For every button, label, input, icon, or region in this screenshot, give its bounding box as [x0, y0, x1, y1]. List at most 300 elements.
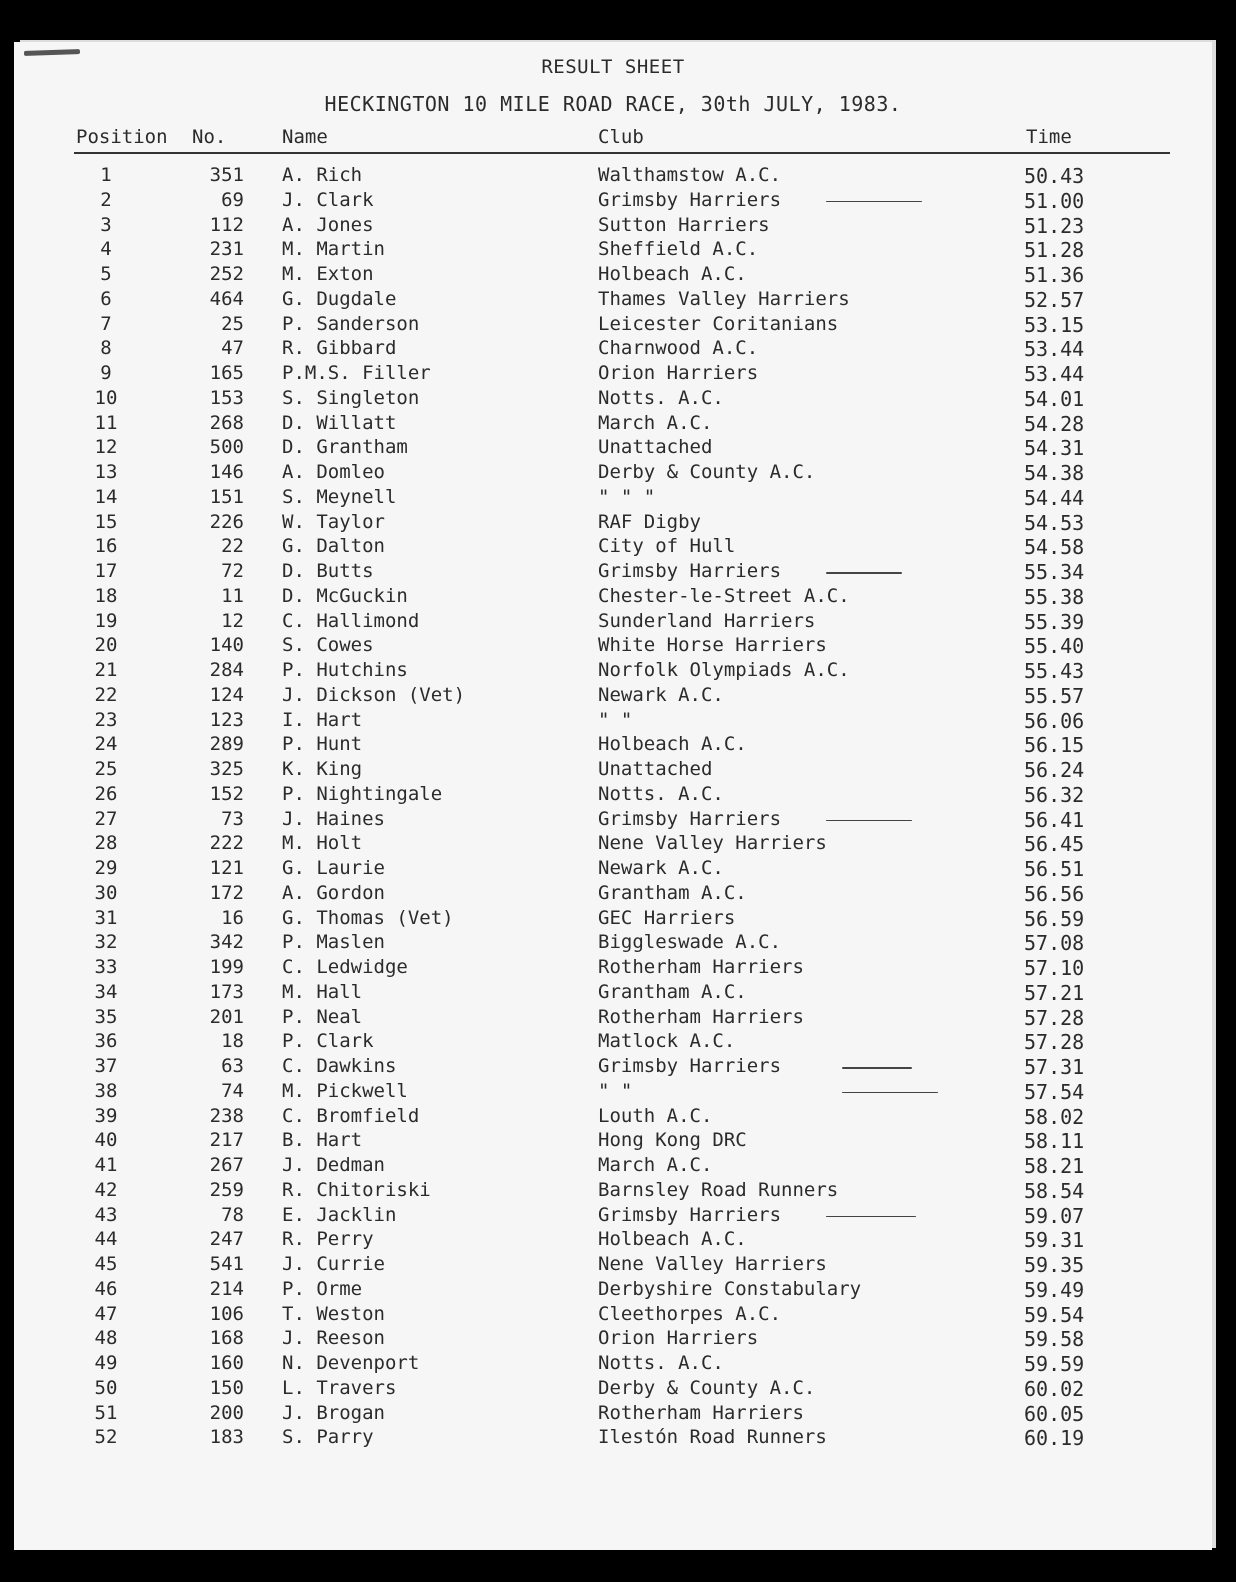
table-row	[14, 808, 1212, 832]
number-cell: 22	[221, 535, 244, 558]
time-cell: 54.53	[1024, 510, 1085, 535]
club-cell: Derby & County A.C.	[598, 461, 816, 483]
number-cell: 160	[209, 1352, 244, 1374]
time-cell: 54.38	[1024, 461, 1085, 485]
number-cell: 12	[221, 609, 244, 632]
number-cell: 284	[209, 659, 244, 681]
table-row	[14, 1278, 1212, 1302]
position-cell: 29	[94, 857, 118, 879]
name-cell: I. Hart	[282, 708, 363, 731]
table-row	[14, 733, 1212, 757]
number-cell: 106	[209, 1302, 244, 1325]
header-name: Name	[282, 126, 328, 148]
time-cell: 59.31	[1024, 1228, 1085, 1253]
number-cell: 153	[209, 386, 244, 409]
position-cell: 1	[100, 164, 112, 186]
club-cell: Notts. A.C.	[598, 1352, 724, 1374]
number-cell: 123	[209, 708, 244, 731]
table-row	[14, 1006, 1212, 1030]
time-cell: 59.58	[1024, 1327, 1085, 1352]
position-cell: 47	[94, 1302, 118, 1325]
club-cell: Ilestón Road Runners	[598, 1426, 827, 1449]
table-row	[14, 956, 1212, 980]
number-cell: 124	[209, 683, 244, 706]
club-cell: City of Hull	[598, 535, 736, 558]
name-cell: W. Taylor	[282, 510, 385, 533]
club-cell: Grimsby Harriers	[598, 1055, 782, 1077]
time-cell: 54.31	[1024, 436, 1085, 461]
club-cell: Barnsley Road Runners	[598, 1178, 839, 1201]
time-cell: 54.28	[1024, 411, 1085, 436]
position-cell: 17	[94, 560, 118, 582]
position-cell: 45	[94, 1253, 118, 1275]
table-row	[14, 1129, 1212, 1153]
time-cell: 56.41	[1024, 807, 1085, 832]
number-cell: 351	[209, 164, 244, 186]
name-cell: G. Dugdale	[282, 287, 397, 310]
number-cell: 247	[209, 1228, 244, 1251]
name-cell: L. Travers	[282, 1376, 397, 1399]
number-cell: 173	[209, 980, 244, 1003]
number-cell: 259	[209, 1178, 244, 1201]
position-cell: 8	[100, 337, 112, 360]
position-cell: 46	[94, 1277, 118, 1300]
name-cell: P. Clark	[282, 1030, 374, 1053]
number-cell: 217	[209, 1129, 244, 1152]
time-cell: 58.02	[1024, 1104, 1085, 1129]
position-cell: 9	[100, 362, 112, 384]
pen-mark	[842, 1067, 912, 1069]
table-row	[14, 1204, 1212, 1228]
club-cell: Biggleswade A.C.	[598, 931, 782, 954]
number-cell: 152	[209, 782, 244, 805]
time-cell: 51.36	[1024, 263, 1085, 287]
name-cell: J. Currie	[282, 1253, 385, 1275]
time-cell: 57.21	[1024, 980, 1085, 1005]
header-club: Club	[598, 126, 644, 148]
time-cell: 57.54	[1024, 1079, 1085, 1104]
name-cell: M. Exton	[282, 263, 374, 285]
position-cell: 52	[94, 1426, 118, 1449]
number-cell: 500	[209, 436, 244, 459]
table-row	[14, 709, 1212, 733]
table-row	[14, 758, 1212, 782]
time-cell: 51.23	[1024, 213, 1085, 238]
time-cell: 51.00	[1024, 188, 1085, 213]
club-cell: " " "	[598, 485, 656, 508]
number-cell: 226	[209, 510, 244, 533]
number-cell: 325	[209, 758, 244, 780]
number-cell: 222	[209, 832, 244, 855]
time-cell: 56.32	[1024, 782, 1085, 807]
number-cell: 74	[221, 1079, 244, 1102]
document-title: RESULT SHEET	[541, 56, 685, 78]
position-cell: 42	[94, 1178, 118, 1201]
time-cell: 53.44	[1024, 362, 1085, 386]
position-cell: 34	[94, 980, 118, 1003]
name-cell: A. Rich	[282, 164, 363, 186]
name-cell: S. Meynell	[282, 485, 397, 508]
table-row	[14, 659, 1212, 683]
position-cell: 5	[100, 263, 112, 285]
position-cell: 7	[100, 312, 112, 335]
time-cell: 55.43	[1024, 659, 1085, 683]
club-cell: Thames Valley Harriers	[598, 287, 850, 310]
club-cell: Grimsby Harriers	[598, 560, 782, 582]
name-cell: J. Reeson	[282, 1327, 385, 1350]
club-cell: Nene Valley Harriers	[598, 832, 827, 855]
number-cell: 78	[221, 1203, 244, 1226]
position-cell: 24	[94, 733, 118, 756]
time-cell: 55.39	[1024, 609, 1085, 634]
table-row	[14, 535, 1212, 559]
table-row	[14, 214, 1212, 238]
time-cell: 55.57	[1024, 683, 1085, 708]
table-row	[14, 857, 1212, 881]
time-cell: 57.31	[1024, 1055, 1085, 1079]
name-cell: J. Haines	[282, 807, 385, 830]
name-cell: P. Hunt	[282, 733, 363, 756]
name-cell: C. Dawkins	[282, 1055, 397, 1077]
name-cell: C. Bromfield	[282, 1104, 420, 1127]
position-cell: 38	[94, 1079, 118, 1102]
header-time: Time	[1026, 126, 1072, 148]
table-row	[14, 1228, 1212, 1252]
name-cell: C. Hallimond	[282, 609, 420, 632]
time-cell: 59.49	[1024, 1277, 1085, 1302]
name-cell: S. Singleton	[282, 386, 420, 409]
club-cell: Notts. A.C.	[598, 386, 724, 409]
position-cell: 11	[94, 411, 118, 434]
table-row	[14, 585, 1212, 609]
time-cell: 56.15	[1024, 733, 1085, 758]
club-cell: Norfolk Olympiads A.C.	[598, 659, 850, 681]
table-row	[14, 1402, 1212, 1426]
club-cell: Charnwood A.C.	[598, 337, 759, 360]
position-cell: 39	[94, 1104, 118, 1127]
table-row	[14, 189, 1212, 213]
number-cell: 140	[209, 634, 244, 657]
club-cell: Grimsby Harriers	[598, 807, 782, 830]
table-row	[14, 412, 1212, 436]
position-cell: 14	[94, 485, 118, 508]
pen-mark	[826, 1216, 916, 1218]
club-cell: " "	[598, 1079, 633, 1102]
name-cell: G. Laurie	[282, 857, 385, 879]
name-cell: E. Jacklin	[282, 1203, 397, 1226]
number-cell: 73	[221, 807, 244, 830]
name-cell: P. Maslen	[282, 931, 385, 954]
time-cell: 59.07	[1024, 1203, 1085, 1228]
club-cell: Rotherham Harriers	[598, 1005, 804, 1028]
number-cell: 252	[209, 263, 244, 285]
number-cell: 47	[221, 337, 244, 360]
number-cell: 183	[209, 1426, 244, 1449]
name-cell: M. Pickwell	[282, 1079, 408, 1102]
time-cell: 55.40	[1024, 634, 1085, 659]
table-row	[14, 1377, 1212, 1401]
position-cell: 25	[94, 758, 118, 780]
number-cell: 150	[209, 1376, 244, 1399]
table-row	[14, 486, 1212, 510]
name-cell: D. Willatt	[282, 411, 397, 434]
position-cell: 48	[94, 1327, 118, 1350]
number-cell: 201	[209, 1005, 244, 1028]
number-cell: 121	[209, 857, 244, 879]
name-cell: P.M.S. Filler	[282, 362, 431, 384]
number-cell: 342	[209, 931, 244, 954]
club-cell: Grimsby Harriers	[598, 1203, 782, 1226]
time-cell: 58.54	[1024, 1178, 1085, 1203]
position-cell: 41	[94, 1154, 118, 1176]
table-row	[14, 1352, 1212, 1376]
number-cell: 199	[209, 956, 244, 978]
name-cell: B. Hart	[282, 1129, 363, 1152]
number-cell: 165	[209, 362, 244, 384]
number-cell: 18	[221, 1030, 244, 1053]
time-cell: 57.28	[1024, 1005, 1085, 1030]
table-row	[14, 634, 1212, 658]
club-cell: Grantham A.C.	[598, 980, 747, 1003]
time-cell: 59.35	[1024, 1253, 1085, 1277]
table-row	[14, 511, 1212, 535]
table-row	[14, 1253, 1212, 1277]
time-cell: 59.54	[1024, 1302, 1085, 1327]
table-row	[14, 832, 1212, 856]
club-cell: White Horse Harriers	[598, 634, 827, 657]
club-cell: Notts. A.C.	[598, 782, 724, 805]
number-cell: 16	[221, 906, 244, 929]
club-cell: Holbeach A.C.	[598, 1228, 747, 1251]
position-cell: 35	[94, 1005, 118, 1028]
position-cell: 16	[94, 535, 118, 558]
position-cell: 4	[100, 238, 112, 261]
club-cell: March A.C.	[598, 411, 713, 434]
club-cell: Nene Valley Harriers	[598, 1253, 827, 1275]
club-cell: Orion Harriers	[598, 1327, 759, 1350]
club-cell: Louth A.C.	[598, 1104, 713, 1127]
name-cell: J. Dedman	[282, 1154, 385, 1176]
number-cell: 238	[209, 1104, 244, 1127]
club-cell: Sutton Harriers	[598, 213, 770, 236]
time-cell: 51.28	[1024, 238, 1085, 263]
result-sheet	[14, 42, 1212, 1550]
name-cell: M. Holt	[282, 832, 363, 855]
table-row	[14, 1105, 1212, 1129]
club-cell: Rotherham Harriers	[598, 956, 804, 978]
club-cell: Orion Harriers	[598, 362, 759, 384]
table-row	[14, 1327, 1212, 1351]
time-cell: 60.19	[1024, 1426, 1085, 1451]
club-cell: Unattached	[598, 436, 713, 459]
name-cell: P. Nightingale	[282, 782, 443, 805]
name-cell: M. Hall	[282, 980, 363, 1003]
table-row	[14, 1179, 1212, 1203]
time-cell: 55.38	[1024, 584, 1085, 609]
table-row	[14, 238, 1212, 262]
time-cell: 56.56	[1024, 881, 1085, 906]
table-row	[14, 560, 1212, 584]
position-cell: 37	[94, 1055, 118, 1077]
table-row	[14, 907, 1212, 931]
time-cell: 56.59	[1024, 906, 1085, 931]
number-cell: 172	[209, 881, 244, 904]
name-cell: P. Sanderson	[282, 312, 420, 335]
club-cell: Matlock A.C.	[598, 1030, 736, 1053]
club-cell: Derby & County A.C.	[598, 1376, 816, 1399]
time-cell: 53.44	[1024, 337, 1085, 362]
position-cell: 30	[94, 881, 118, 904]
table-row	[14, 1055, 1212, 1079]
position-cell: 49	[94, 1352, 118, 1374]
name-cell: R. Chitoriski	[282, 1178, 431, 1201]
name-cell: P. Hutchins	[282, 659, 408, 681]
position-cell: 31	[94, 906, 118, 929]
number-cell: 112	[209, 213, 244, 236]
time-cell: 56.45	[1024, 832, 1085, 857]
table-row	[14, 981, 1212, 1005]
name-cell: A. Jones	[282, 213, 374, 236]
position-cell: 44	[94, 1228, 118, 1251]
position-cell: 23	[94, 708, 118, 731]
table-row	[14, 1426, 1212, 1450]
number-cell: 69	[221, 188, 244, 211]
number-cell: 231	[209, 238, 244, 261]
number-cell: 267	[209, 1154, 244, 1176]
name-cell: P. Orme	[282, 1277, 363, 1300]
name-cell: P. Neal	[282, 1005, 363, 1028]
club-cell: Rotherham Harriers	[598, 1401, 804, 1424]
time-cell: 60.05	[1024, 1401, 1085, 1426]
time-cell: 50.43	[1024, 164, 1085, 188]
table-row	[14, 1030, 1212, 1054]
time-cell: 60.02	[1024, 1376, 1085, 1401]
time-cell: 56.06	[1024, 708, 1085, 733]
number-cell: 25	[221, 312, 244, 335]
table-row	[14, 783, 1212, 807]
time-cell: 59.59	[1024, 1352, 1085, 1376]
time-cell: 58.11	[1024, 1129, 1085, 1154]
club-cell: March A.C.	[598, 1154, 713, 1176]
time-cell: 57.28	[1024, 1030, 1085, 1055]
table-row	[14, 337, 1212, 361]
number-cell: 151	[209, 485, 244, 508]
table-row	[14, 288, 1212, 312]
position-cell: 28	[94, 832, 118, 855]
time-cell: 53.15	[1024, 312, 1085, 337]
position-cell: 3	[100, 213, 112, 236]
number-cell: 289	[209, 733, 244, 756]
club-cell: Grimsby Harriers	[598, 188, 782, 211]
position-cell: 50	[94, 1376, 118, 1399]
club-cell: Sunderland Harriers	[598, 609, 816, 632]
name-cell: S. Parry	[282, 1426, 374, 1449]
position-cell: 33	[94, 956, 118, 978]
club-cell: Unattached	[598, 758, 713, 780]
table-row	[14, 684, 1212, 708]
club-cell: GEC Harriers	[598, 906, 736, 929]
name-cell: S. Cowes	[282, 634, 374, 657]
time-cell: 57.08	[1024, 931, 1085, 956]
name-cell: N. Devenport	[282, 1352, 420, 1374]
time-cell: 54.01	[1024, 386, 1085, 411]
pen-mark	[826, 572, 902, 574]
club-cell: Hong Kong DRC	[598, 1129, 747, 1152]
position-cell: 10	[94, 386, 118, 409]
position-cell: 21	[94, 659, 118, 681]
position-cell: 6	[100, 287, 112, 310]
position-cell: 32	[94, 931, 118, 954]
time-cell: 57.10	[1024, 956, 1085, 980]
club-cell: Newark A.C.	[598, 683, 724, 706]
time-cell: 54.58	[1024, 535, 1085, 560]
table-row	[14, 882, 1212, 906]
table-row	[14, 1080, 1212, 1104]
number-cell: 214	[209, 1277, 244, 1300]
number-cell: 168	[209, 1327, 244, 1350]
club-cell: Newark A.C.	[598, 857, 724, 879]
document-subtitle: HECKINGTON 10 MILE ROAD RACE, 30th JULY, 1983.	[324, 92, 902, 116]
position-cell: 36	[94, 1030, 118, 1053]
club-cell: Leicester Coritanians	[598, 312, 839, 335]
table-row	[14, 931, 1212, 955]
name-cell: J. Dickson (Vet)	[282, 683, 466, 706]
name-cell: D. Butts	[282, 560, 374, 582]
time-cell: 55.34	[1024, 560, 1085, 584]
name-cell: J. Clark	[282, 188, 374, 211]
time-cell: 56.51	[1024, 857, 1085, 881]
position-cell: 51	[94, 1401, 118, 1424]
name-cell: J. Brogan	[282, 1401, 385, 1424]
number-cell: 200	[209, 1401, 244, 1424]
table-row	[14, 1303, 1212, 1327]
header-position: Position	[76, 126, 168, 148]
club-cell: Derbyshire Constabulary	[598, 1277, 862, 1300]
position-cell: 26	[94, 782, 118, 805]
number-cell: 11	[221, 584, 244, 607]
club-cell: Chester-le-Street A.C.	[598, 584, 850, 607]
position-cell: 18	[94, 584, 118, 607]
table-row	[14, 610, 1212, 634]
position-cell: 22	[94, 683, 118, 706]
time-cell: 58.21	[1024, 1154, 1085, 1178]
table-row	[14, 387, 1212, 411]
club-cell: Holbeach A.C.	[598, 263, 747, 285]
club-cell: Sheffield A.C.	[598, 238, 759, 261]
table-row	[14, 164, 1212, 188]
table-row	[14, 263, 1212, 287]
name-cell: M. Martin	[282, 238, 385, 261]
position-cell: 27	[94, 807, 118, 830]
number-cell: 146	[209, 461, 244, 483]
number-cell: 63	[221, 1055, 244, 1077]
table-row	[14, 1154, 1212, 1178]
table-row	[14, 461, 1212, 485]
table-row	[14, 436, 1212, 460]
name-cell: D. McGuckin	[282, 584, 408, 607]
position-cell: 43	[94, 1203, 118, 1226]
time-cell: 54.44	[1024, 485, 1085, 510]
name-cell: G. Dalton	[282, 535, 385, 558]
time-cell: 56.24	[1024, 758, 1085, 782]
club-cell: Walthamstow A.C.	[598, 164, 782, 186]
number-cell: 72	[221, 560, 244, 582]
name-cell: T. Weston	[282, 1302, 385, 1325]
time-cell: 52.57	[1024, 287, 1085, 312]
header-rule	[74, 152, 1170, 154]
table-row	[14, 362, 1212, 386]
number-cell: 541	[209, 1253, 244, 1275]
